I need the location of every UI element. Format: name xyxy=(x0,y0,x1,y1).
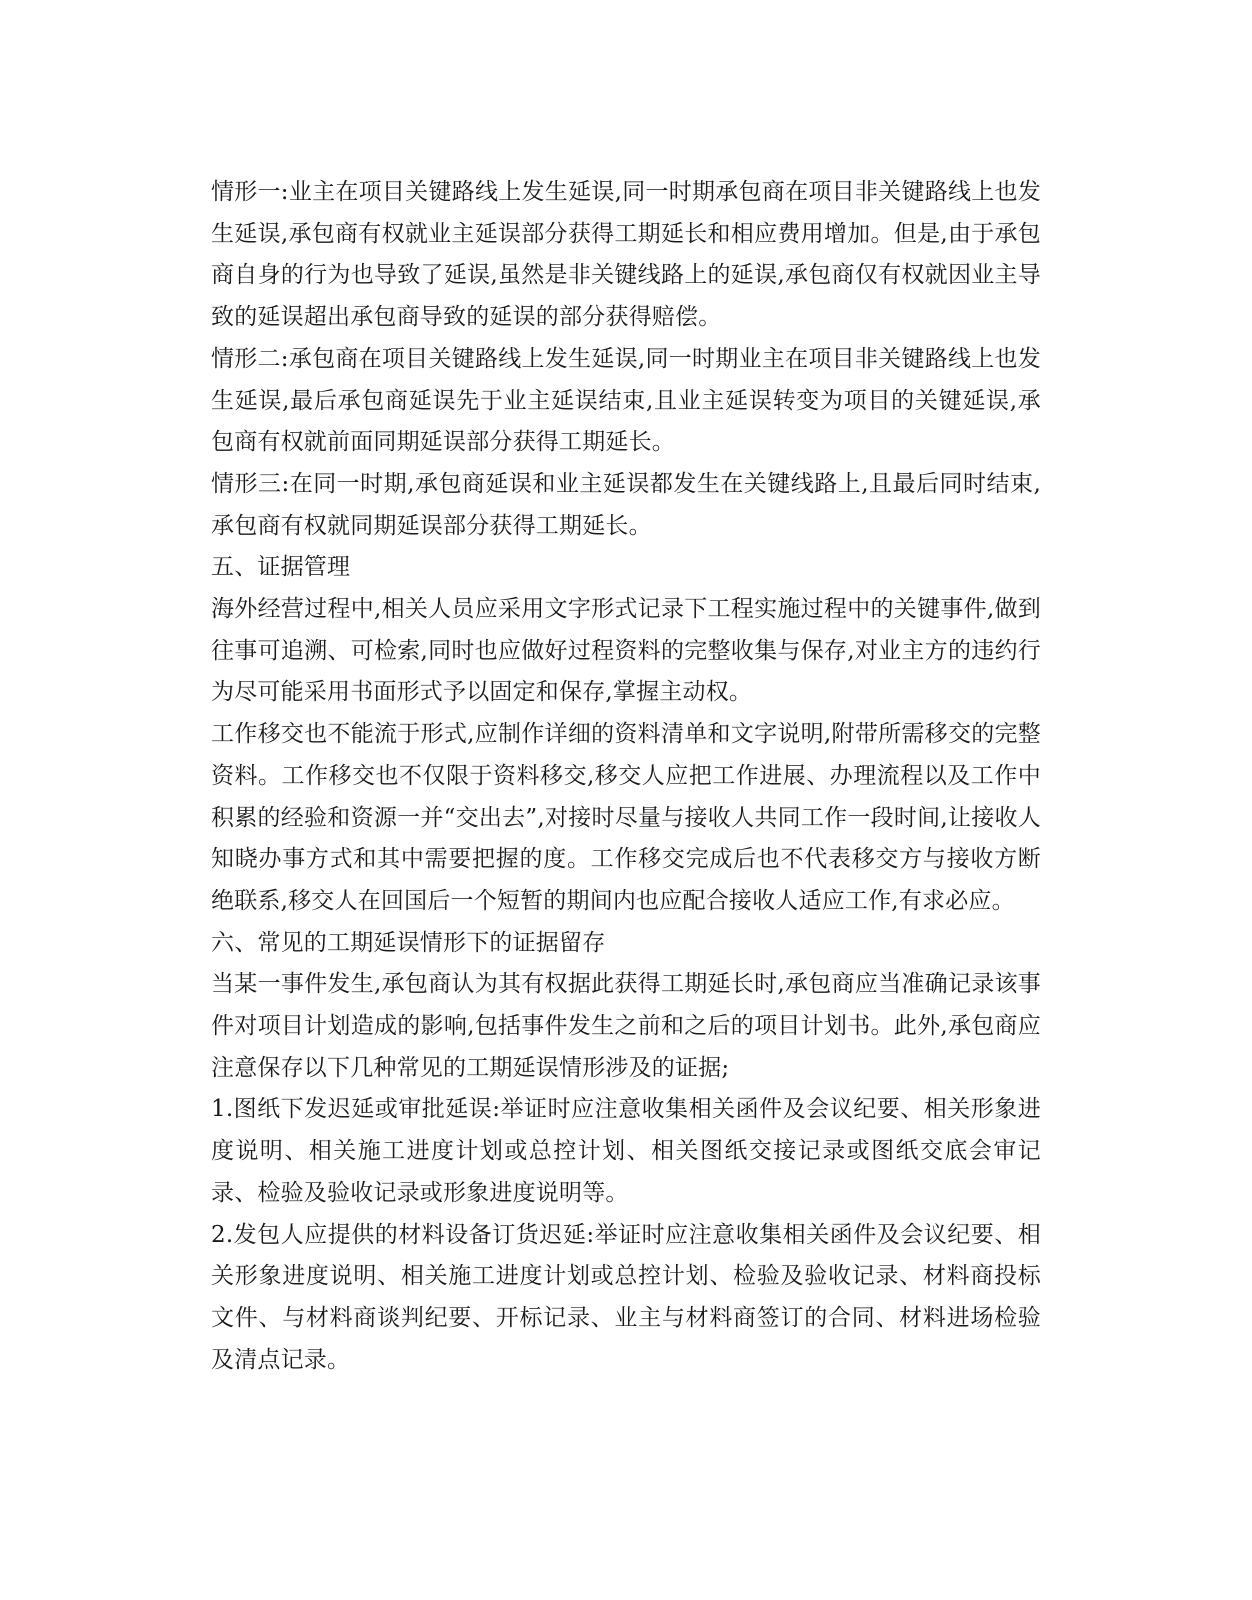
paragraph-event-recording: 当某一事件发生,承包商认为其有权据此获得工期延长时,承包商应当准确记录该事件对项目计划造成的影响,包括事件发生之前和之后的项目计划书。此外,承包商应注意保存以下几种常见的工期延误情形涉及的证据; xyxy=(211,971,1041,1081)
list-item-material-delay: 2.发包人应提供的材料设备订货迟延:举证时应注意收集相关函件及会议纪要、相关形象进度说明、相关施工进度计划或总控计划、检验及验收记录、材料商投标文件、与材料商谈判纪要、开标记录、业主与材料商签订的合同、材料进场检验及清点记录。 xyxy=(211,1221,1041,1373)
paragraph-scenario-three: 情形三:在同一时期,承包商延误和业主延误都发生在关键线路上,且最后同时结束,承包商有权就同期延误部分获得工期延长。 xyxy=(211,470,1041,539)
paragraph-work-handover: 工作移交也不能流于形式,应制作详细的资料清单和文字说明,附带所需移交的完整资料。工作移交也不仅限于资料移交,移交人应把工作进展、办理流程以及工作中积累的经验和资源一并“交出去”,对接时尽量与接收人共同工作一段时间,让接收人知晓办事方式和其中需要把握的度。工作移交完成后也不代表移交方与接收方断绝联系,移交人在回国后一个短暂的期间内也应配合接收人适应工作,有求必应。 xyxy=(211,721,1041,914)
paragraph-scenario-one: 情形一:业主在项目关键路线上发生延误,同一时期承包商在项目非关键路线上也发生延误,承包商有权就业主延误部分获得工期延长和相应费用增加。但是,由于承包商自身的行为也导致了延误,虽然是非关键线路上的延误,承包商仅有权就因业主导致的延误超出承包商导致的延误的部分获得赔偿。 xyxy=(211,179,1041,331)
document-body xyxy=(211,172,1041,1381)
section-heading-evidence-management: 五、证据管理 xyxy=(211,554,351,581)
paragraph-overseas-records: 海外经营过程中,相关人员应采用文字形式记录下工程实施过程中的关键事件,做到往事可追溯、可检索,同时也应做好过程资料的完整收集与保存,对业主方的违约行为尽可能采用书面形式予以固定和保存,掌握主动权。 xyxy=(211,596,1041,706)
paragraph-scenario-two: 情形二:承包商在项目关键路线上发生延误,同一时期业主在项目非关键路线上也发生延误,最后承包商延误先于业主延误结束,且业主延误转变为项目的关键延误,承包商有权就前面同期延误部分获得工期延长。 xyxy=(211,345,1041,456)
list-item-drawing-delay: 1.图纸下发迟延或审批延误:举证时应注意收集相关函件及会议纪要、相关形象进度说明、相关施工进度计划或总控计划、相关图纸交接记录或图纸交底会审记录、检验及验收记录或形象进度说明等。 xyxy=(211,1096,1041,1206)
section-heading-delay-evidence: 六、常见的工期延误情形下的证据留存 xyxy=(211,929,606,956)
